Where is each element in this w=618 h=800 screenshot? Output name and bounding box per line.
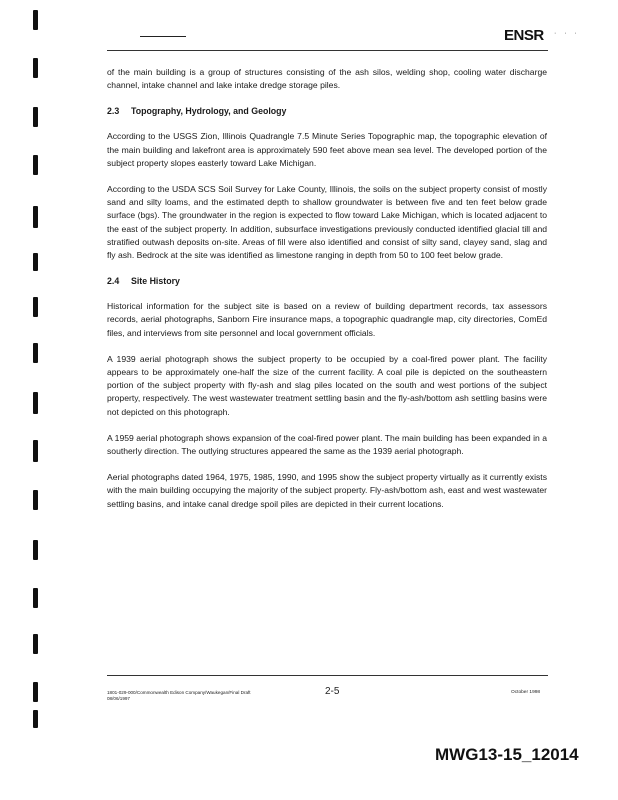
binder-mark [33, 392, 38, 414]
binder-mark [33, 540, 38, 560]
binder-mark [33, 588, 38, 608]
section-heading-2-4 [107, 275, 547, 287]
binder-mark [33, 206, 38, 228]
binder-mark [33, 10, 38, 30]
binder-mark [33, 634, 38, 654]
footer-date: October 1998 [511, 690, 541, 695]
scan-specks: · · · [554, 30, 580, 37]
company-logo: ENSR [504, 27, 544, 44]
footer-project-info [107, 690, 251, 702]
binder-mark [33, 682, 38, 702]
intro-paragraph: of the main building is a group of structures consisting of the ash silos, welding shop, cooling water discharge channel, intake channel and lake intake dredge storage piles. [107, 67, 547, 91]
paragraph: According to the USGS Zion, Illinois Quadrangle 7.5 Minute Series Topographic map, the topographic elevation of the main building and lakefront area is approximately 590 feet above mean sea level. The developed portion of the subject property slopes easterly toward Lake Michigan. [107, 131, 547, 168]
bates-number: MWG13-15_12014 [435, 745, 579, 764]
binder-mark [33, 490, 38, 510]
footer-rule [107, 675, 548, 676]
paragraph: Historical information for the subject site is based on a review of building department records, tax assessors records, aerial photographs, Sanborn Fire insurance maps, a topographic quadrangle map, city directories, ComEd files, and interviews from site personnel and local government officials. [107, 301, 547, 338]
binder-mark [33, 107, 38, 127]
footer-project-date: 08/06/1997 [107, 696, 130, 701]
section-heading-2-3 [107, 105, 547, 117]
section-title: Site History [131, 276, 180, 287]
section-number: 2.3 [107, 106, 120, 117]
section-title: Topography, Hydrology, and Geology [131, 106, 287, 117]
page-number: 2-5 [325, 686, 340, 697]
binder-mark [33, 343, 38, 363]
page-body [107, 66, 547, 524]
section-number: 2.4 [107, 276, 120, 287]
paragraph: A 1939 aerial photograph shows the subject property to be occupied by a coal-fired power plant. The facility appears to be approximately one-half the size of the current facility. A coal pile is depicted on the southeastern portion of the subject property with fly-ash and slag piles located on the south and west portions of the subject property, respectively. The west wastewater treatment settling basin and the fly-ash/bottom ash settling basins were not depicted on this photograph. [107, 353, 547, 417]
header-rule [107, 50, 548, 51]
binder-mark [33, 155, 38, 175]
paragraph: A 1959 aerial photograph shows expansion of the coal-fired power plant. The main building has been expanded in a southerly direction. The outlying structures appeared the same as the 1939 aerial photograph. [107, 432, 547, 457]
binder-mark [33, 253, 38, 271]
binder-mark [33, 710, 38, 728]
binder-mark [33, 297, 38, 317]
binder-mark [33, 440, 38, 462]
paragraph: According to the USDA SCS Soil Survey for Lake County, Illinois, the soils on the subject property consist of mostly sand and silty loams, and the estimated depth to shallow groundwater is between five and ten feet below grade surface (bgs). The groundwater in the region is expected to flow toward Lake Michigan, which is located adjacent to the east of the subject property. In addition, subsurface investigations previously conducted identified glacial till and stratified outwash deposits on-site. Areas of fill were also identified and consist of silty sand, clayey sand, slag and fly ash. Bedrock at the site was identified as limestone ranging in depth from 50 to 100 feet below grade. [107, 184, 547, 261]
header-short-rule [140, 36, 186, 37]
footer-project-line: 1801-029-000/Commonwealth Edison Company/Waukegan/Final Draft [107, 690, 251, 695]
paragraph: Aerial photographs dated 1964, 1975, 1985, 1990, and 1995 show the subject property virtually as it currently exists with the main building occupying the majority of the subject property. Fly-ash/bottom ash, east and west wastewater settling basins, and intake canal dredge spoil piles are depicted in their current locations. [107, 472, 547, 509]
binder-mark [33, 58, 38, 78]
